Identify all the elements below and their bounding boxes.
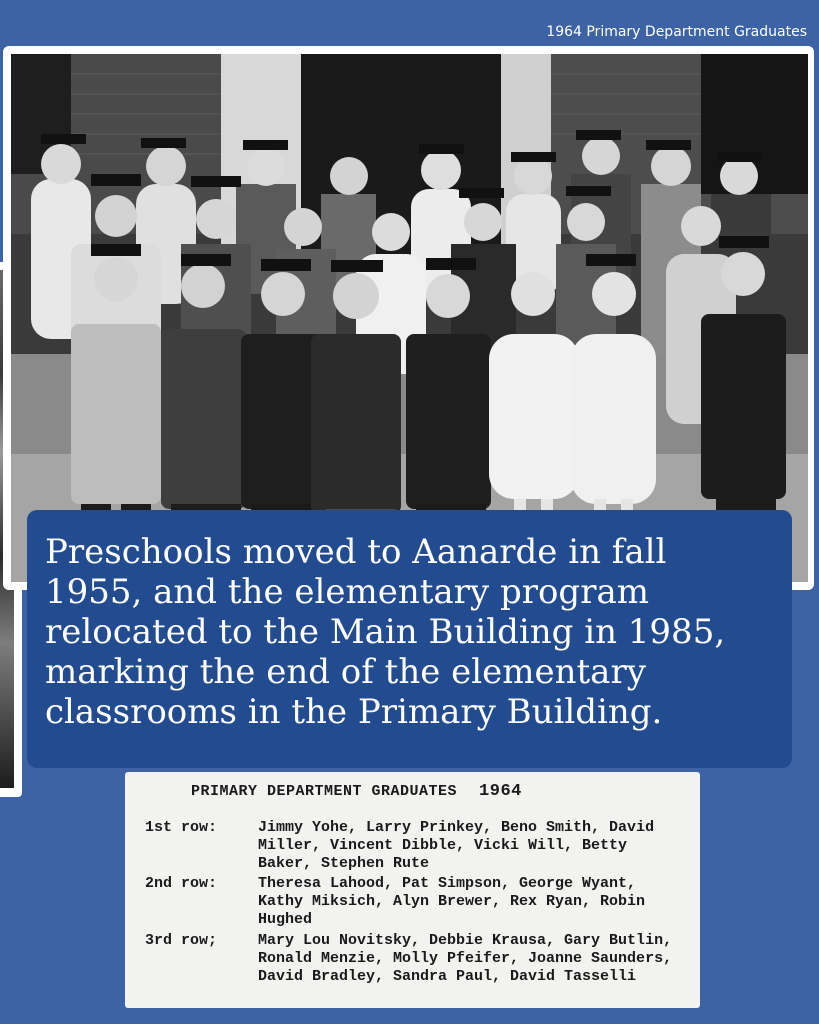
roster-row-label: 3rd row;: [145, 932, 218, 949]
roster-row-label: 1st row:: [145, 819, 218, 836]
history-text: Preschools moved to Aanarde in fall 1955, and the elementary program relocated to the Main Building in 1985, marking the end of the elementary classrooms in the Primary Building.: [45, 532, 726, 732]
roster-row-names: Jimmy Yohe, Larry Prinkey, Beno Smith, David Miller, Vincent Dibble, Vicki Will, Betty Baker, Stephen Rute: [258, 819, 655, 872]
graduation-class-photo-icon: [11, 54, 808, 582]
class-photo: [11, 54, 808, 582]
class-photo-frame: [3, 46, 814, 590]
history-text-panel: [27, 510, 792, 768]
roster-row-names: Mary Lou Novitsky, Debbie Krausa, Gary Butlin, Ronald Menzie, Molly Pfeifer, Joanne Saunders, David Bradley, Sandra Paul, David Tasselli: [258, 932, 673, 985]
page-caption: 1964 Primary Department Graduates: [546, 24, 807, 40]
roster-row-label: 2nd row:: [145, 875, 218, 892]
roster-title-text: PRIMARY DEPARTMENT GRADUATES: [191, 783, 458, 800]
roster-row-names: Theresa Lahood, Pat Simpson, George Wyant, Kathy Miksich, Alyn Brewer, Rex Ryan, Robin Hughed: [258, 875, 646, 928]
graduate-roster: [125, 772, 700, 1008]
roster-year: 1964: [479, 782, 522, 801]
roster-title: [191, 782, 522, 801]
